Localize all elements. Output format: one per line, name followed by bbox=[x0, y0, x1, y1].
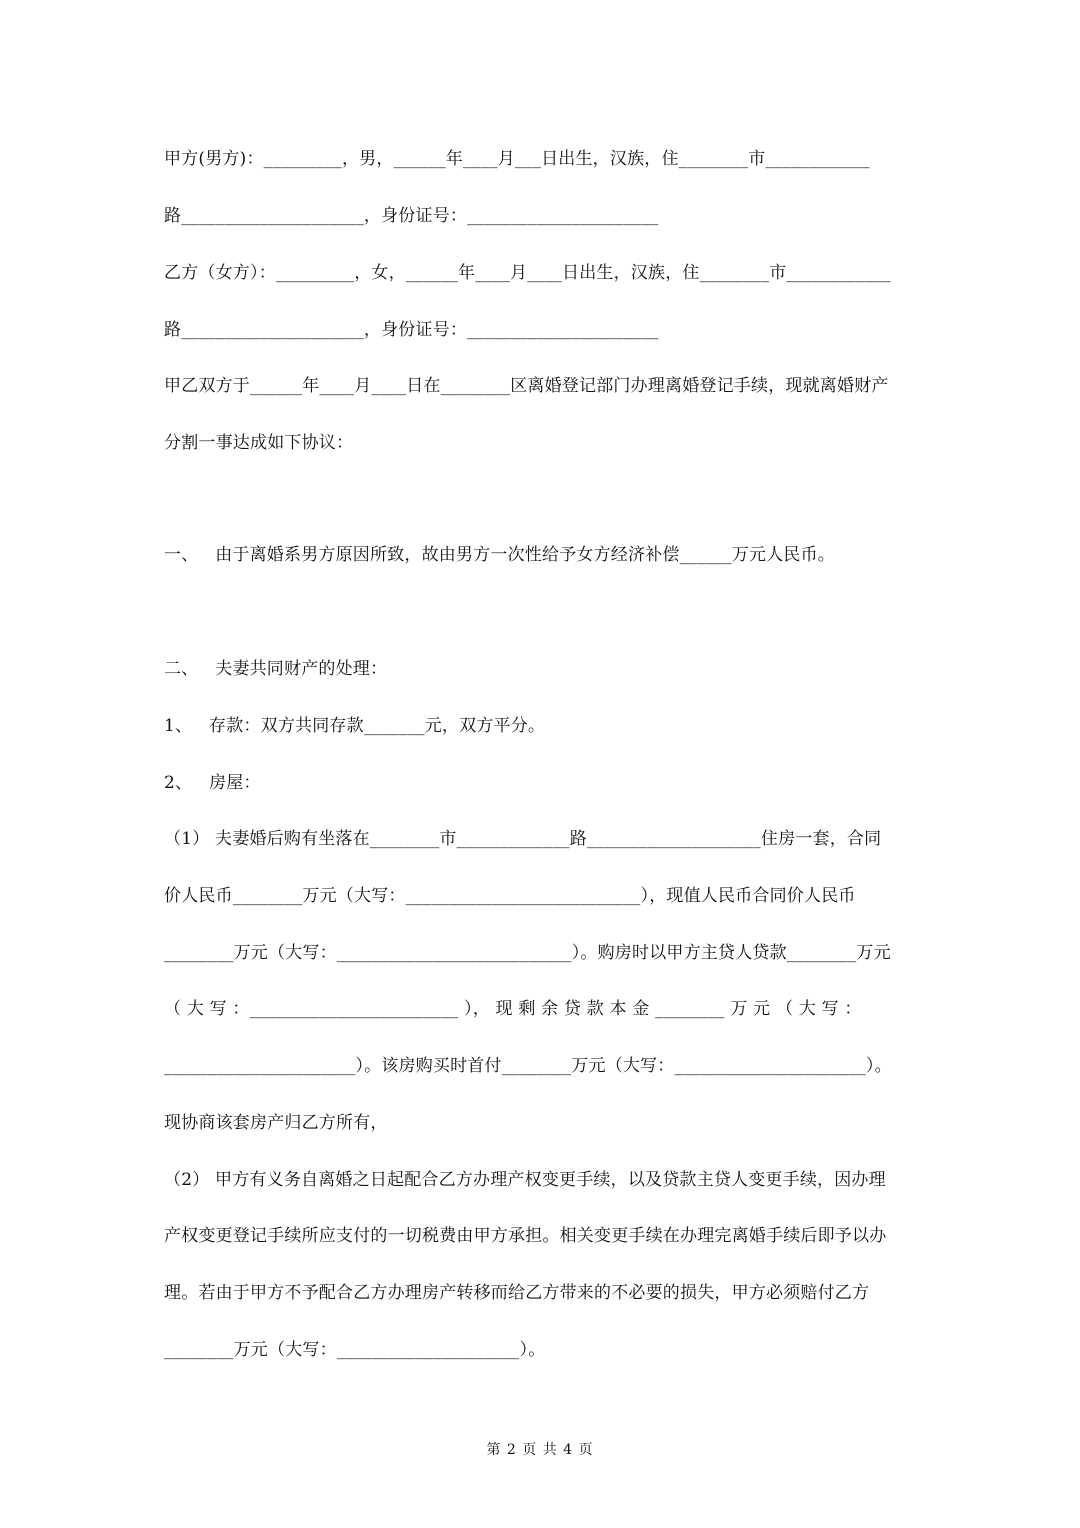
house-para-2-line: 产权变更登记手续所应支付的一切税费由甲方承担。相关变更手续在办理完离婚手续后即予以办 bbox=[164, 1226, 887, 1246]
intro-line-1: 甲乙双方于______年____月____日在________区离婚登记部门办理离婚登记手续，现就离婚财产 bbox=[164, 376, 889, 396]
house-para-2-line: 理。若由于甲方不予配合乙方办理房产转移而给乙方带来的不必要的损失，甲方必须赔付乙方 bbox=[164, 1283, 870, 1303]
intro-line-2: 分割一事达成如下协议： bbox=[164, 433, 354, 453]
page-number-footer: 第 2 页 共 4 页 bbox=[486, 1442, 594, 1458]
section-2-title: 二、 夫妻共同财产的处理： bbox=[164, 659, 388, 679]
item-2-house-heading: 2、 房屋： bbox=[164, 773, 261, 793]
house-para-1-line: （ 大 写 ：________________________ ）， 现 剩 余 贷 款 本 金 ________ 万 元 （ 大 写 ： bbox=[164, 999, 862, 1019]
item-1-savings: 1、 存款：双方共同存款_______元，双方平分。 bbox=[164, 716, 546, 736]
house-para-1-line: 现协商该套房产归乙方所有， bbox=[164, 1113, 388, 1133]
wife-info-line-2: 路_____________________，身份证号：______________________ bbox=[164, 320, 659, 340]
house-para-1-line: （1） 夫妻婚后购有坐落在________市_____________路____________________住房一套，合同 bbox=[164, 829, 882, 849]
house-para-1-line: ______________________）。该房购买时首付________万元（大写：______________________）。 bbox=[164, 1056, 892, 1076]
house-para-2-line: （2） 甲方有义务自离婚之日起配合乙方办理产权变更手续，以及贷款主贷人变更手续，因办理 bbox=[164, 1170, 886, 1190]
house-para-1-line: ________万元（大写：___________________________）。购房时以甲方主贷人贷款________万元 bbox=[164, 943, 891, 963]
house-para-2-line: ________万元（大写：_____________________）。 bbox=[164, 1340, 546, 1360]
husband-info-line-2: 路_____________________，身份证号：______________________ bbox=[164, 206, 659, 226]
house-para-1-line: 价人民币________万元（大写：___________________________），现值人民币合同价人民币 bbox=[164, 886, 856, 906]
wife-info-line-1: 乙方（女方）：_________，女，______年____月____日出生，汉族，住________市____________ bbox=[164, 263, 891, 283]
section-1-compensation: 一、 由于离婚系男方原因所致，故由男方一次性给予女方经济补偿______万元人民币。 bbox=[164, 545, 836, 565]
husband-info-line-1: 甲方(男方)：_________，男，______年____月___日出生，汉族，住________市____________ bbox=[164, 149, 870, 169]
